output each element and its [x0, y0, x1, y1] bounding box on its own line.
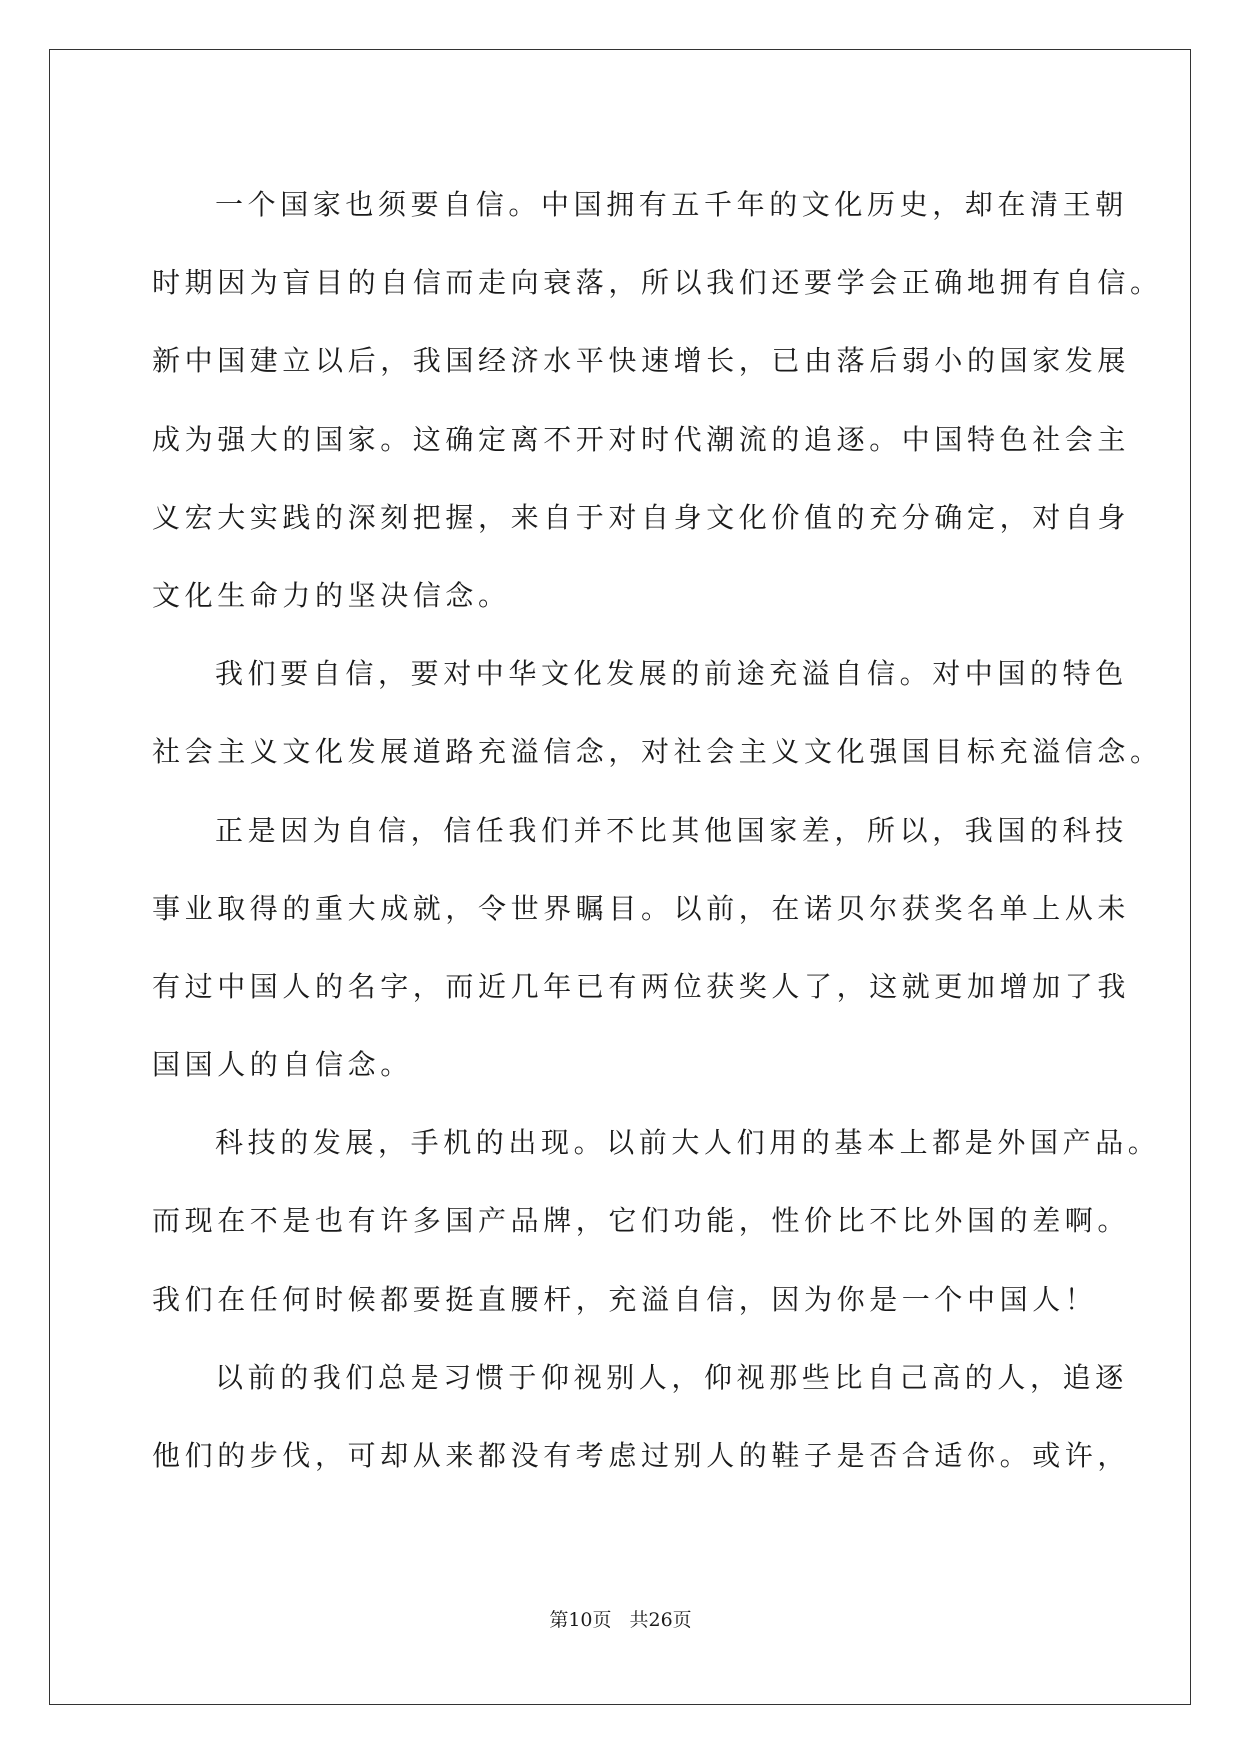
text-line: 一个国家也须要自信。中国拥有五千年的文化历史，却在清王朝 [215, 188, 1128, 221]
text-line: 我们要自信，要对中华文化发展的前途充溢自信。对中国的特色 [215, 657, 1128, 691]
text-line: 而现在不是也有许多国产品牌，它们功能，性价比不比外国的差啊。 [152, 1204, 1131, 1238]
text-line: 事业取得的重大成就，令世界瞩目。以前，在诺贝尔获奖名单上从未 [152, 891, 1131, 925]
total-pages: 共26页 [629, 1609, 692, 1631]
text-line: 新中国建立以后，我国经济水平快速增长，已由落后弱小的国家发展 [152, 344, 1131, 378]
text-line: 他们的步伐，可却从来都没有考虑过别人的鞋子是否合适你。或许， [152, 1439, 1131, 1472]
text-line: 义宏大实践的深刻把握，来自于对自身文化价值的充分确定，对自身 [152, 500, 1131, 534]
document-body [152, 166, 1163, 1495]
page-number: 第10页 [549, 1609, 612, 1631]
text-line: 科技的发展，手机的出现。以前大人们用的基本上都是外国产品。 [215, 1126, 1161, 1160]
text-line: 我们在任何时候都要挺直腰杆，充溢自信，因为你是一个中国人！ [152, 1282, 1098, 1316]
text-line: 以前的我们总是习惯于仰视别人，仰视那些比自己高的人，追逐 [215, 1360, 1128, 1394]
text-line: 文化生命力的坚决信念。 [152, 578, 511, 612]
text-line: 正是因为自信，信任我们并不比其他国家差，所以，我国的科技 [215, 813, 1128, 847]
page-footer [0, 1605, 1241, 1632]
text-line: 时期因为盲目的自信而走向衰落，所以我们还要学会正确地拥有自信。 [152, 266, 1163, 300]
text-line: 有过中国人的名字，而近几年已有两位获奖人了，这就更加增加了我 [152, 969, 1131, 1003]
text-line: 社会主义文化发展道路充溢信念，对社会主义文化强国目标充溢信念。 [152, 735, 1163, 769]
text-line: 成为强大的国家。这确定离不开对时代潮流的追逐。中国特色社会主 [152, 422, 1131, 456]
text-line: 国国人的自信念。 [152, 1048, 413, 1082]
